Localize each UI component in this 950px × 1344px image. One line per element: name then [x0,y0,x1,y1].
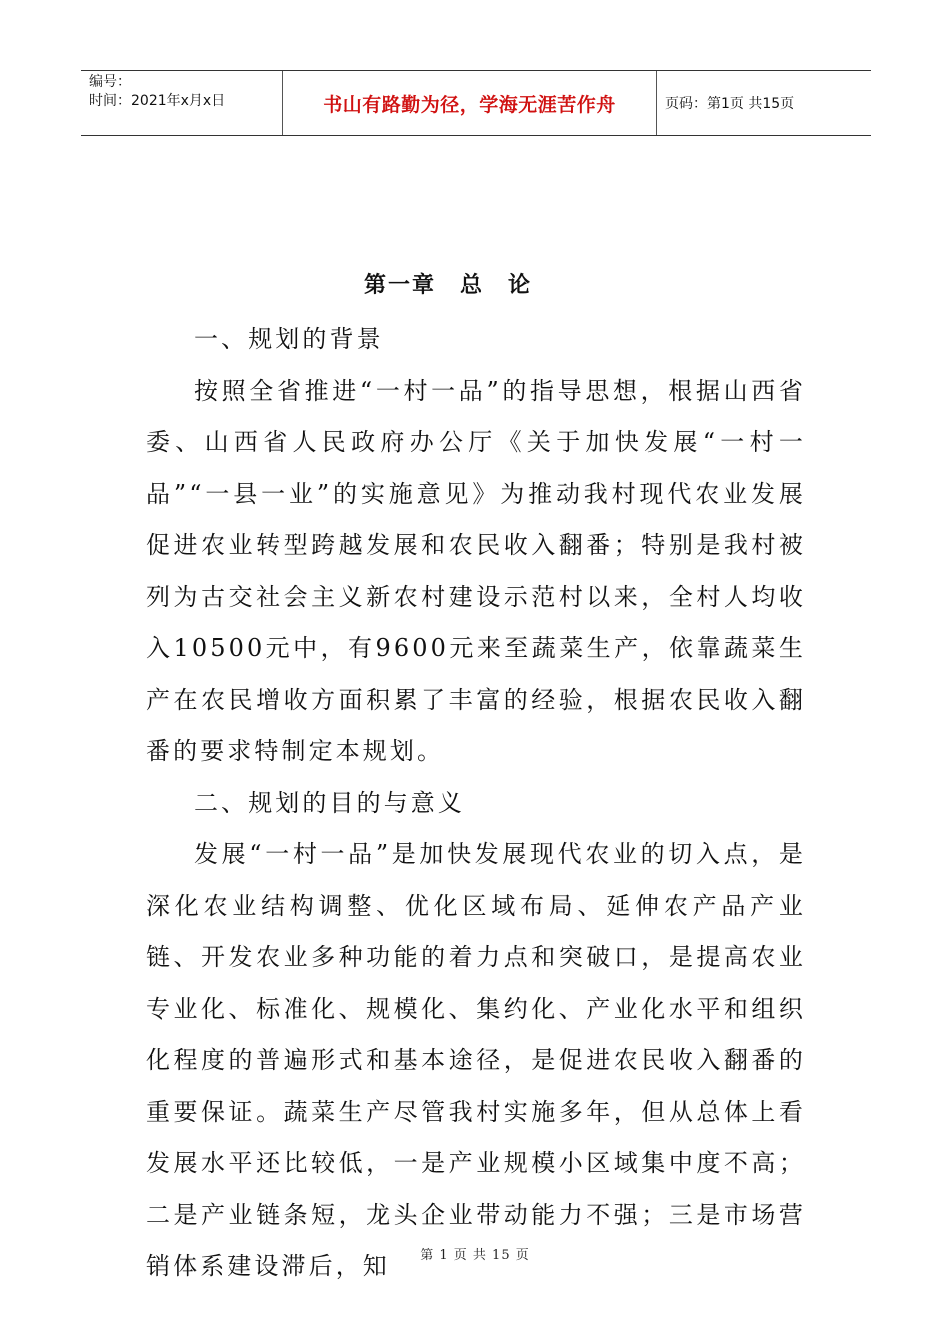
document-number-label: 编号： [89,74,131,90]
section-heading-purpose: 二、规划的目的与意义 [194,788,465,817]
header-motto: 书山有路勤为径，学海无涯苦作舟 [283,71,657,135]
paragraph-purpose: 发展“一村一品”是加快发展现代农业的切入点，是深化农业结构调整、优化区域布局、延伸农产品产业链、开发农业多种功能的着力点和突破口，是提高农业专业化、标准化、规模化、集约化、产业化水平和组织化程度的普遍形式和基本途径，是促进农民收入翻番的重要保证。蔬菜生产尽管我村实施多年，但从总体上看发展水平还比较低，一是产业规模小区域集中度不高；二是产业链条短，龙头企业带动能力不强；三是市场营销体系建设滞后，知 [146,840,806,1280]
page-header [81,70,871,136]
chapter-title: 第一章 总 论 [363,273,532,298]
page-footer: 第 1 页 共 15 页 [420,1248,530,1263]
header-page-code: 页码：第1页 共15页 [665,96,795,112]
document-body [146,314,806,1293]
header-meta [81,71,283,135]
section-heading-background: 一、规划的背景 [194,325,384,353]
document-time-label: 时间：2021年x月x日 [89,93,226,109]
paragraph-background: 按照全省推进“一村一品”的指导思想，根据山西省委、山西省人民政府办公厅《关于加快发展“一村一品”“一县一业”的实施意见》为推动我村现代农业发展促进农业转型跨越发展和农民收入翻番；特别是我村被列为古交社会主义新农村建设示范村以来，全村人均收入10500元中，有9600元来至蔬菜生产，依靠蔬菜生产在农民增收方面积累了丰富的经验，根据农民收入翻番的要求特制定本规划。 [146,376,806,765]
